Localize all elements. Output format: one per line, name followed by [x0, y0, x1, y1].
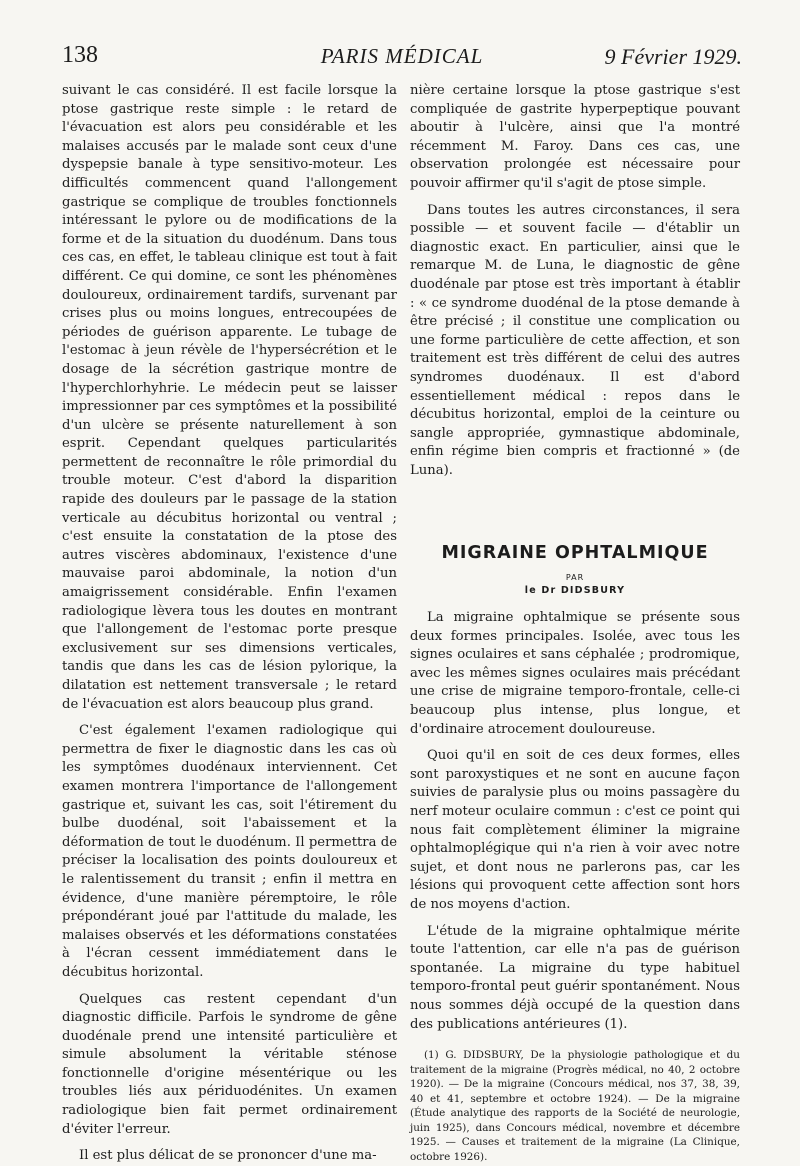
paragraph: C'est également l'examen radiologique qui permettra de fixer le diagnostic dans les cas où les symptômes duodénaux interviennent. Cet examen montrera l'importance de l'allongement gastrique et, suivant les cas, soit l'étirement du bulbe duodénal, soit l'abaissement et la déformation de tout le duodénum. Il permettra de préciser la localisation des points douloureux et le ralentissement du transit ; enfin il mettra en évidence, d'une manière péremptoire, le rôle prépondérant joué par l'attitude du malade, les malaises observés et les déformations constatées à l'écran cessent immédiatement dans le décubitus horizontal.: [62, 723, 397, 980]
left-column: [62, 82, 397, 1166]
byline-par: PAR: [565, 573, 585, 583]
footnote-text: (1) G. DIDSBURY, De la physiologie pathologique et du traitement de la migraine (Progrès médical, no 40, 2 octobre 1920). — De la migraine (Concours médical, nos 37, 38, 39, 40 et 41, septembre et octobre 1924). — De la migraine (Étude analytique des rapports de la Société de neurologie, juin 1925), dans Concours médical, novembre et décembre 1925. — Causes et traitement de la migraine (La Clinique, octobre 1926).: [410, 1049, 740, 1163]
footnote: [410, 1048, 740, 1164]
page-header: [62, 42, 742, 72]
journal-title: PARIS MÉDICAL: [320, 44, 484, 68]
paragraph: nière certaine lorsque la ptose gastrique s'est compliquée de gastrite hyperpeptique pouvant aboutir à l'ulcère, ainsi que l'a montré récemment M. Faroy. Dans ces cas, une observation prolongée est nécessaire pour pouvoir affirmer qu'il s'agit de ptose simple.: [410, 83, 740, 191]
paragraph: Dans toutes les autres circonstances, il sera possible — et souvent facile — d'établir un diagnostic exact. En particulier, ainsi que le remarque M. de Luna, le diagnostic de gêne duodénale par ptose est très important à établir : « ce syndrome duodénal de la ptose demande à être précisé ; il constitue une complication ou une forme particulière de cette affection, et son traitement est très différent de celui des autres syndromes duodénaux. Il est d'abord essentiellement médical : repos dans le décubitus horizontal, emploi de la ceinture ou sangle appropriée, gymnastique abdominale, enfin régime bien compris et fractionné » (de Luna).: [410, 202, 740, 478]
right-column: [410, 82, 740, 1164]
paragraph: Il est plus délicat de se prononcer d'une ma-: [79, 1148, 377, 1164]
article-title: MIGRAINE OPHTALMIQUE: [441, 543, 709, 564]
issue-date: 9 Février 1929.: [604, 44, 742, 69]
paragraph: L'étude de la migraine ophtalmique mérite toute l'attention, car elle n'a pas de guérison spontanée. La migraine du type habituel temporo-frontal peut guérir spontanément. Nous nous sommes déjà occupé de la question dans des publications antérieures (1).: [410, 923, 740, 1032]
paragraph: Quelques cas restent cependant d'un diagnostic difficile. Parfois le syndrome de gêne duodénale prend une intensité particulière et simule absolument la véritable sténose fonctionnelle d'origine mésentérique ou les troubles liés aux périduodénites. Un examen radiologique bien fait permet ordinairement d'éviter l'erreur.: [62, 991, 397, 1137]
page-number: 138: [62, 42, 98, 68]
article-author: le Dr DIDSBURY: [524, 585, 626, 597]
paragraph: suivant le cas considéré. Il est facile lorsque la ptose gastrique reste simple : le retard de l'évacuation est alors peu considérable et les malaises accusés par le malade sont ceux d'une dyspepsie banale à type sensitivo-moteur. Les difficultés commencent quand l'allongement gastrique se complique de troubles fonctionnels intéressant le pylore ou de modifications de la forme et de la situation du duodénum. Dans tous ces cas, en effet, le tableau clinique est tout à fait différent. Ce qui domine, ce sont les phénomènes douloureux, ordinairement tardifs, survenant par crises plus ou moins longues, entrecoupées de périodes de guérison apparente. Le tubage de l'estomac à jeun révèle de l'hypersécrétion et le dosage de la sécrétion gastrique montre de l'hyperchlorhyhrie. Le médecin peut se laisser impressionner par ces symptômes et la possibilité d'un ulcère se présente naturellement à son esprit. Cependant quelques particularités permettent de reconnaître le rôle primordial du trouble moteur. C'est d'abord la disparition rapide des douleurs par le passage de la station verticale au décubitus horizontal ou ventral ; c'est ensuite la constatation de la ptose des autres viscères abdominaux, l'existence d'une mauvaise paroi abdominale, la notion d'un amaigrissement considérable. Enfin l'examen radiologique lèvera tous les doutes en montrant que l'allongement de l'estomac porte presque exclusivement sur ses dimensions verticales, tandis que dans les cas de lésion pylorique, la dilatation est nettement transversale ; le retard de l'évacuation est alors beaucoup plus grand.: [62, 83, 397, 712]
paragraph: Quoi qu'il en soit de ces deux formes, elles sont paroxystiques et ne sont en aucune façon suivies de paralysie plus ou moins passagère du nerf moteur oculaire commun : c'est ce point qui nous fait complètement éliminer la migraine ophtalmoplégique qui n'a rien à voir avec notre sujet, et dont nous ne parlerons pas, car les lésions qui provoquent cette affection sont hors de nos moyens d'action.: [410, 748, 740, 912]
paragraph: La migraine ophtalmique se présente sous deux formes principales. Isolée, avec tous les signes oculaires et sans céphalée ; prodromique, avec les mêmes signes oculaires mais précédant une crise de migraine temporo-frontale, celle-ci beaucoup plus intense, plus longue, et d'ordinaire atrocement douloureuse.: [410, 610, 740, 737]
